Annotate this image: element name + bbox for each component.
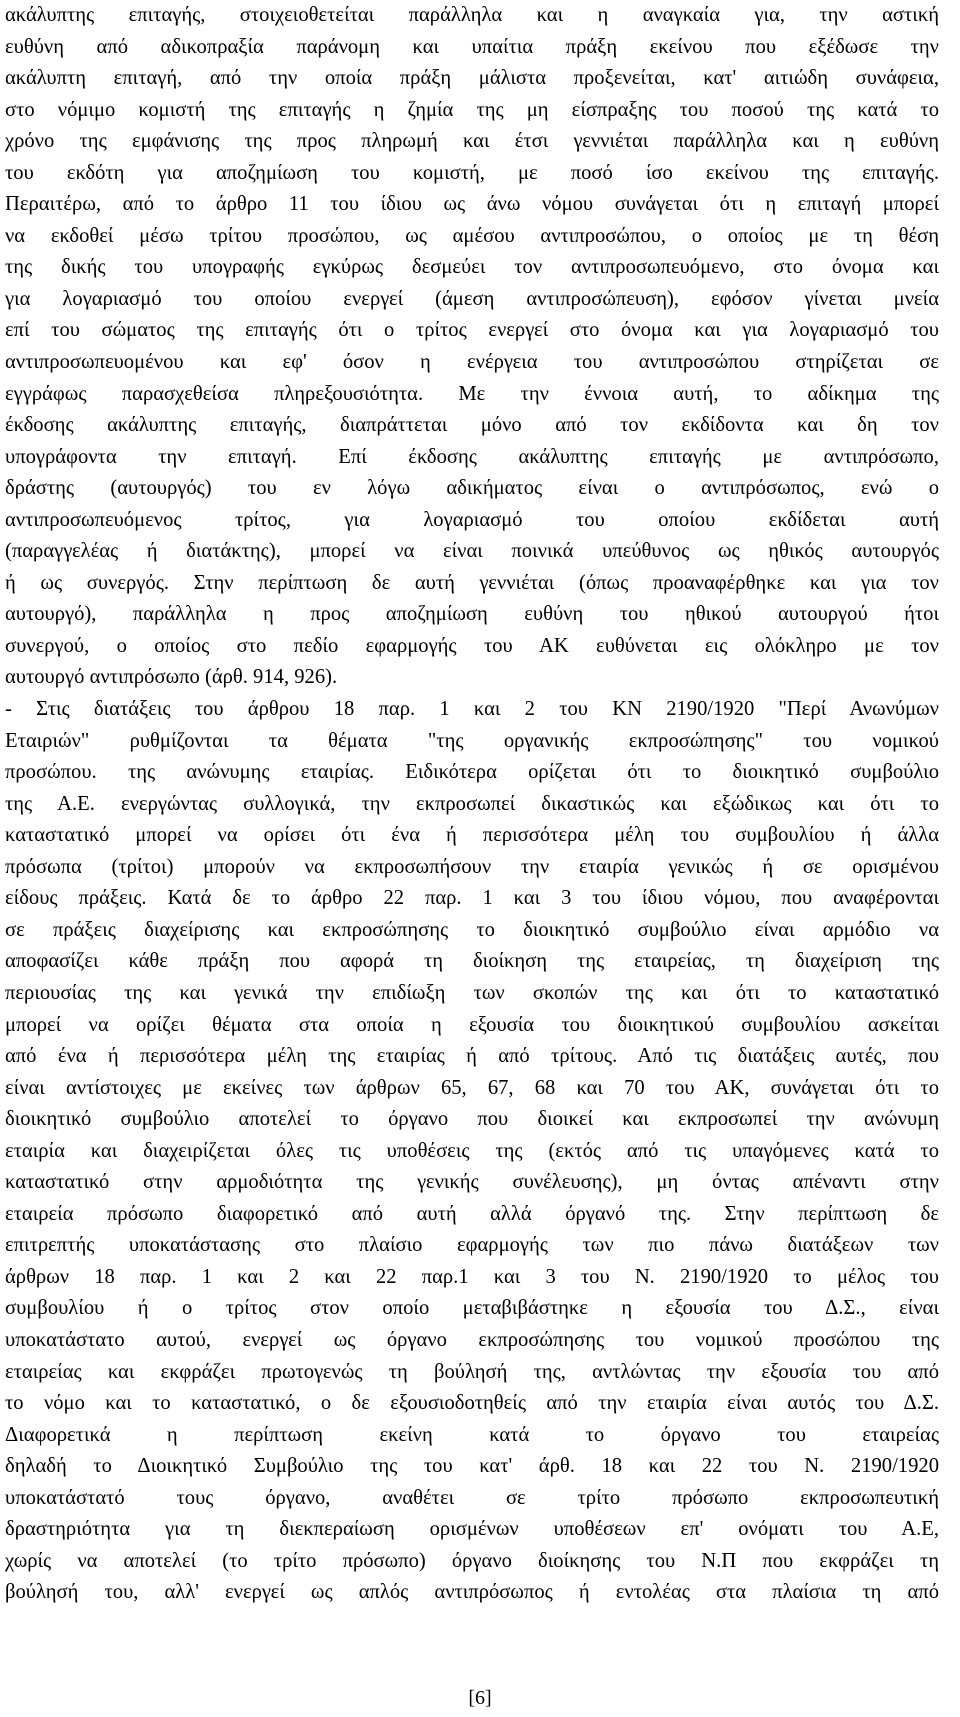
text-line: συμβουλίου ή ο τρίτος στον οποίο μεταβιβάστηκε η εξουσία του Δ.Σ., είναι (5, 1297, 939, 1320)
text-line: εταιρείας και εκφράζει πρωτογενώς τη βούλησή της, αντλώντας την εξουσία του από (5, 1360, 939, 1383)
text-line: καταστατικό μπορεί να ορίσει ότι ένα ή περισσότερα μέλη του συμβουλίου ή άλλα (5, 824, 939, 847)
text-line: Περαιτέρω, από το άρθρο 11 του ίδιου ως άνω νόμου συνάγεται ότι η επιταγή μπορεί (5, 193, 939, 216)
text-line: αυτουργό αντιπρόσωπο (άρθ. 914, 926). (5, 666, 338, 689)
text-line: ακάλυπτη επιταγή, από την οποία πράξη μάλιστα προξενείται, κατ' αιτιώδη συνάφεια, (5, 67, 939, 90)
text-line: (παραγγελέας ή διατάκτης), μπορεί να είναι ποινικά υπεύθυνος ως ηθικός αυτουργός (5, 540, 939, 563)
text-line: άρθρων 18 παρ. 1 και 2 και 22 παρ.1 και 3 του Ν. 2190/1920 το μέλος του (5, 1265, 939, 1288)
text-line: εταιρεία πρόσωπο διαφορετικό από αυτή αλλά όργανό της. Στην περίπτωση δε (5, 1202, 939, 1225)
text-line: έκδοσης ακάλυπτης επιταγής, διαπράττεται μόνο από τον εκδίδοντα και δη τον (5, 414, 939, 437)
text-line: Εταιριών" ρυθμίζονται τα θέματα "της οργανικής εκπροσώπησης" του νομικού (5, 729, 939, 752)
text-line: του εκδότη για αποζημίωση του κομιστή, με ποσό ίσο εκείνου της επιταγής. (5, 161, 939, 184)
text-line: υπογράφοντα την επιταγή. Επί έκδοσης ακάλυπτης επιταγής με αντιπρόσωπο, (5, 445, 939, 468)
text-line: για λογαριασμό του οποίου ενεργεί (άμεση αντιπροσώπευση), εφόσον γίνεται μνεία (5, 287, 939, 310)
text-line: προσώπου. της ανώνυμης εταιρίας. Ειδικότερα ορίζεται ότι το διοικητικό συμβούλιο (5, 761, 939, 784)
text-line: από ένα ή περισσότερα μέλη της εταιρίας ή από τρίτους. Από τις διατάξεις αυτές, που (5, 1045, 939, 1068)
text-line: δράστης (αυτουργός) του εν λόγω αδικήματος είναι ο αντιπρόσωπος, ενώ ο (5, 477, 939, 500)
text-line: σε πράξεις διαχείρισης και εκπροσώπησης το διοικητικό συμβούλιο είναι αρμόδιο να (5, 918, 939, 941)
text-line: μπορεί να ορίζει θέματα στα οποία η εξουσία του διοικητικού συμβουλίου ασκείται (5, 1013, 939, 1036)
text-line: στο νόμιμο κομιστή της επιταγής η ζημία της μη είσπραξης του ποσού της κατά το (5, 98, 939, 121)
text-line: εγγράφως παρασχεθείσα πληρεξουσιότητα. Με την έννοια αυτή, το αδίκημα της (5, 382, 939, 405)
text-line: αποφασίζει κάθε πράξη που αφορά τη διοίκηση της εταιρείας, τη διαχείριση της (5, 950, 939, 973)
text-line: ακάλυπτης επιταγής, στοιχειοθετείται παράλληλα και η αναγκαία για, την αστική (5, 4, 939, 26)
page-number: [6] (468, 1687, 492, 1709)
text-line: είδους πράξεις. Κατά δε το άρθρο 22 παρ. 1 και 3 του ίδιου νόμου, που αναφέρονται (5, 887, 939, 910)
text-line: συνεργού, ο οποίος στο πεδίο εφαρμογής του ΑΚ ευθύνεται εις ολόκληρο με τον (5, 634, 939, 657)
text-line: υποκατάστατο αυτού, ενεργεί ως όργανο εκπροσώπησης του νομικού προσώπου της (5, 1328, 939, 1351)
text-line: ή ως συνεργός. Στην περίπτωση δε αυτή γεννιέται (όπως προαναφέρθηκε και για τον (5, 571, 939, 594)
text-line: βούλησή του, αλλ' ενεργεί ως απλός αντιπρόσωπος ή εντολέας στα πλαίσια τη από (5, 1581, 939, 1604)
text-line: Διαφορετικά η περίπτωση εκείνη κατά το όργανο του εταιρείας (5, 1423, 939, 1446)
text-line: να εκδοθεί μέσω τρίτου προσώπου, ως αμέσου αντιπροσώπου, ο οποίος με τη θέση (5, 224, 939, 247)
text-line: το νόμο και το καταστατικό, ο δε εξουσιοδοτηθείς από την εταιρία είναι αυτός του Δ.Σ. (5, 1392, 939, 1415)
text-line: αντιπροσωπευομένου και εφ' όσον η ενέργεια του αντιπροσώπου στηρίζεται σε (5, 351, 939, 374)
text-line: αυτουργό), παράλληλα η προς αποζημίωση ευθύνη του ηθικού αυτουργού ήτοι (5, 603, 939, 626)
text-line: υποκατάστατό τους όργανο, αναθέτει σε τρίτο πρόσωπο εκπροσωπευτική (5, 1486, 939, 1509)
text-line: καταστατικό στην αρμοδιότητα της γενικής συνέλευσης), μη όντας απέναντι στην (5, 1171, 939, 1194)
text-line: εταιρία και διαχειρίζεται όλες τις υποθέσεις της (εκτός από τις υπαγόμενες κατά το (5, 1139, 939, 1162)
text-line: αντιπροσωπευόμενος τρίτος, για λογαριασμό του οποίου εκδίδεται αυτή (5, 508, 939, 531)
text-line: δηλαδή το Διοικητικό Συμβούλιο της του κατ' άρθ. 18 και 22 του Ν. 2190/1920 (5, 1455, 939, 1478)
text-line: είναι αντίστοιχες με εκείνες των άρθρων 65, 67, 68 και 70 του ΑΚ, συνάγεται ότι το (5, 1076, 939, 1099)
text-line: διοικητικό συμβούλιο αποτελεί το όργανο που διοικεί και εκπροσωπεί την ανώνυμη (5, 1108, 939, 1131)
text-line: ευθύνη από αδικοπραξία παράνομη και υπαίτια πράξη εκείνου που εξέδωσε την (5, 35, 939, 58)
text-line: δραστηριότητα για τη διεκπεραίωση ορισμένων υποθέσεων επ' ονόματι του Α.Ε, (5, 1518, 939, 1541)
text-line: περιουσίας της και γενικά την επιδίωξη των σκοπών της και ότι το καταστατικό (5, 981, 939, 1004)
text-line: της δικής του υπογραφής εγκύρως δεσμεύει τον αντιπροσωπευόμενο, στο όνομα και (5, 256, 939, 279)
body-text (5, 0, 939, 1609)
text-line: χρόνο της εμφάνισης της προς πληρωμή και έτσι γεννιέται παράλληλα και η ευθύνη (5, 130, 939, 153)
text-line: επί του σώματος της επιταγής ότι ο τρίτος ενεργεί στο όνομα και για λογαριασμό του (5, 319, 939, 342)
text-line: πρόσωπα (τρίτοι) μπορούν να εκπροσωπήσουν την εταιρία γενικώς ή σε ορισμένου (5, 855, 939, 878)
text-line: της Α.Ε. ενεργώντας συλλογικά, την εκπροσωπεί δικαστικώς και εξώδικως και ότι το (5, 792, 939, 815)
text-line: χωρίς να αποτελεί (το τρίτο πρόσωπο) όργανο διοίκησης του Ν.Π που εκφράζει τη (5, 1549, 939, 1572)
text-line: - Στις διατάξεις του άρθρου 18 παρ. 1 και 2 του ΚΝ 2190/1920 "Περί Ανωνύμων (5, 698, 939, 721)
text-line: επιτρεπτής υποκατάστασης στο πλαίσιο εφαρμογής των πιο πάνω διατάξεων των (5, 1234, 939, 1257)
